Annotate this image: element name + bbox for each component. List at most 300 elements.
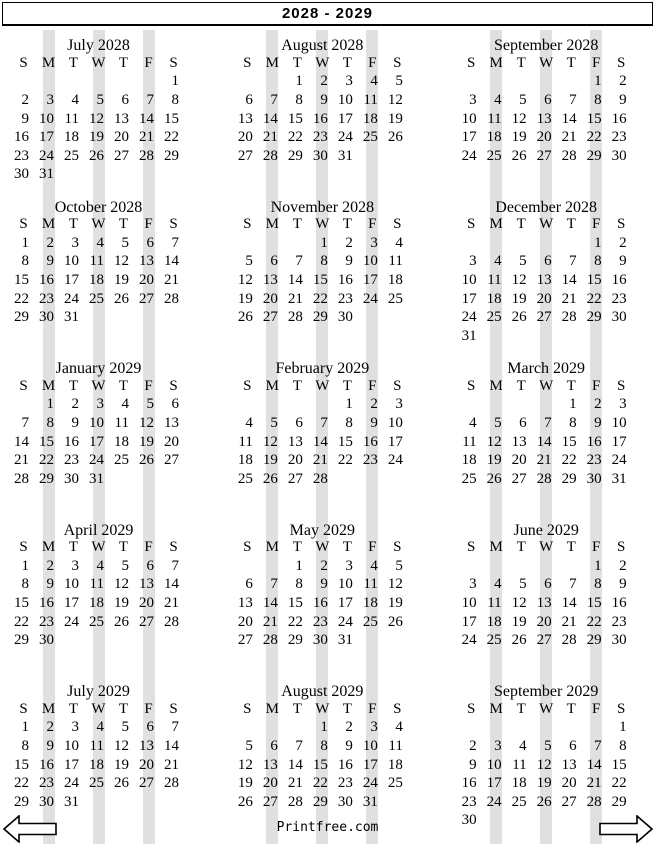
week-row [459,470,634,489]
day-cell: 26 [536,793,552,810]
weekday-header: T [566,216,576,233]
week-row [11,234,186,253]
day-cell: 31 [611,470,627,487]
day-cell: 10 [461,110,477,127]
week-row [235,414,410,433]
day-cell: 26 [237,793,253,810]
day-cell: 22 [611,775,627,792]
day-cell: 20 [262,290,278,307]
day-cell: 3 [71,719,79,736]
day-cell-empty [235,396,260,415]
day-cell: 13 [511,433,527,450]
day-cell-empty [559,557,584,576]
day-cell: 22 [14,613,29,630]
day-cell: 6 [544,576,552,593]
day-cell: 14 [536,433,552,450]
day-cell: 28 [561,632,577,649]
day-cell: 1 [21,719,29,736]
weekday-header: W [315,54,330,71]
day-cell-empty [11,73,36,92]
day-cell: 12 [387,576,403,593]
month-july-2028 [0,36,218,198]
day-cell: 24 [89,452,104,469]
weekday-header: S [466,700,476,717]
day-cell: 1 [569,396,577,413]
weekday-header: S [393,377,402,394]
day-cell: 31 [337,632,353,649]
day-cell-empty [609,327,634,346]
weekday-header: F [591,216,601,233]
day-cell-empty [584,327,609,346]
day-cell: 4 [370,557,378,574]
day-cell-empty [335,470,360,489]
day-cell: 19 [114,595,129,612]
day-cell-empty [161,470,186,489]
day-cell: 26 [139,452,154,469]
day-cell: 12 [536,756,552,773]
day-cell: 12 [114,253,129,270]
week-row [235,576,410,595]
weekday-header: S [616,377,626,394]
day-cell: 13 [262,272,278,289]
day-cell: 7 [171,557,179,574]
day-cell-empty [161,166,186,185]
day-cell: 30 [39,793,54,810]
weekday-header: W [315,700,330,717]
weekday-header: M [489,54,503,71]
day-cell: 5 [494,414,502,431]
weekday-header: T [342,54,352,71]
weekday-header: W [539,54,554,71]
month-april-2029 [0,521,218,683]
day-cell-empty [559,327,584,346]
weekday-header: F [368,216,377,233]
day-cell-empty [235,719,260,738]
day-cell: 21 [312,452,328,469]
day-cell: 12 [237,756,253,773]
day-cell: 19 [114,272,129,289]
day-cell: 3 [71,234,79,251]
day-cell: 12 [511,110,527,127]
month-grid [459,539,634,651]
day-cell: 18 [89,756,104,773]
day-cell: 3 [469,253,477,270]
day-cell: 25 [387,775,403,792]
day-cell-empty [61,166,86,185]
day-cell: 3 [469,91,477,108]
month-title: December 2028 [495,198,598,216]
day-cell: 25 [89,613,104,630]
week-row [459,631,634,650]
day-cell-empty [260,719,285,738]
day-cell: 9 [370,414,378,431]
day-cell: 26 [114,775,129,792]
month-grid [11,700,186,812]
day-cell: 21 [139,129,154,146]
day-cell: 27 [139,775,154,792]
day-cell: 26 [262,470,278,487]
day-cell: 9 [619,91,627,108]
weekday-header: S [169,539,178,556]
weekday-header-row [459,539,634,558]
day-cell: 19 [89,129,104,146]
day-cell: 10 [362,737,378,754]
day-cell-empty [86,73,111,92]
day-cell: 20 [287,452,303,469]
day-cell: 25 [387,290,403,307]
day-cell-empty [136,73,161,92]
day-cell: 23 [39,613,54,630]
day-cell: 16 [611,595,627,612]
day-cell: 19 [262,452,278,469]
day-cell: 1 [345,396,353,413]
day-cell: 12 [89,110,104,127]
day-cell: 28 [164,775,179,792]
day-cell-empty [260,396,285,415]
weekday-header: S [616,216,626,233]
day-cell: 26 [511,309,527,326]
week-row [459,774,634,793]
week-row [235,756,410,775]
week-row [235,110,410,129]
day-cell: 31 [362,793,378,810]
day-cell: 15 [611,756,627,773]
weekday-header-row [11,377,186,396]
day-cell: 28 [262,147,278,164]
month-grid [11,539,186,651]
day-cell: 7 [171,719,179,736]
day-cell: 14 [561,110,577,127]
weekday-header: M [489,377,503,394]
weekday-header: T [118,54,129,71]
weekday-header: T [68,216,79,233]
day-cell: 4 [469,414,477,431]
day-cell: 14 [287,756,303,773]
day-cell-empty [385,470,410,489]
day-cell-empty [36,73,61,92]
day-cell: 19 [114,756,129,773]
month-title: June 2029 [513,521,579,539]
day-cell: 11 [487,110,502,127]
weekday-header: F [368,377,377,394]
day-cell: 17 [387,433,403,450]
day-cell: 2 [345,719,353,736]
day-cell: 26 [486,470,502,487]
day-cell: 29 [312,793,328,810]
day-cell: 9 [46,253,54,270]
day-cell: 8 [345,414,353,431]
month-title: November 2028 [270,198,375,216]
day-cell: 12 [511,272,527,289]
weekday-header: T [342,216,352,233]
day-cell-empty [86,631,111,650]
month-title: May 2029 [289,521,355,539]
day-cell: 25 [511,793,527,810]
day-cell: 5 [146,396,154,413]
day-cell: 4 [96,719,104,736]
month-grid [235,216,410,328]
weekday-header: S [243,216,252,233]
day-cell-empty [509,234,534,253]
day-cell: 21 [561,129,577,146]
weekday-header: F [144,377,153,394]
day-cell-empty [136,470,161,489]
day-cell: 13 [114,110,129,127]
weekday-header: M [489,216,503,233]
day-cell: 10 [387,414,403,431]
day-cell: 10 [486,756,502,773]
day-cell: 31 [39,166,54,183]
day-cell: 6 [121,91,129,108]
day-cell: 7 [544,414,552,431]
day-cell: 23 [312,613,328,630]
day-cell: 19 [237,775,253,792]
day-cell: 4 [494,91,502,108]
day-cell: 23 [14,147,29,164]
day-cell: 11 [114,414,129,431]
day-cell-empty [385,631,410,650]
week-row [459,396,634,415]
weekday-header: M [489,539,503,556]
day-cell: 8 [320,253,328,270]
weekday-header: W [91,700,106,717]
week-row [235,253,410,272]
day-cell: 4 [96,234,104,251]
day-cell: 3 [71,557,79,574]
weekday-header: M [265,700,279,717]
day-cell: 1 [594,234,602,251]
day-cell: 16 [14,129,29,146]
month-grid [235,54,410,166]
day-cell: 28 [586,793,602,810]
day-cell: 6 [569,737,577,754]
day-cell: 16 [337,272,353,289]
weekday-header: S [169,377,178,394]
day-cell: 2 [619,234,627,251]
weekday-header: S [169,216,178,233]
day-cell: 18 [89,595,104,612]
day-cell: 27 [237,147,253,164]
day-cell-empty [310,396,335,415]
week-row [235,271,410,290]
month-december-2028 [437,198,655,360]
day-cell: 3 [395,396,403,413]
day-cell: 3 [370,234,378,251]
week-row [11,470,186,489]
day-cell: 21 [561,613,577,630]
day-cell: 31 [337,147,353,164]
day-cell: 13 [287,433,303,450]
day-cell-empty [111,166,136,185]
day-cell: 1 [594,73,602,90]
day-cell: 31 [64,793,79,810]
day-cell: 20 [237,129,253,146]
day-cell: 18 [114,433,129,450]
day-cell: 14 [586,756,602,773]
day-cell: 20 [262,775,278,792]
day-cell: 14 [164,737,179,754]
month-title: July 2029 [67,683,130,700]
day-cell: 23 [362,452,378,469]
week-row [459,433,634,452]
day-cell: 27 [561,793,577,810]
day-cell: 24 [461,147,477,164]
day-cell: 24 [387,452,403,469]
week-row [459,451,634,470]
month-march-2029 [437,359,655,521]
day-cell-empty [161,793,186,812]
day-cell: 28 [561,147,577,164]
day-cell: 30 [14,166,29,183]
day-cell: 30 [64,470,79,487]
day-cell: 29 [14,632,29,649]
day-cell: 15 [561,433,577,450]
day-cell: 4 [245,414,253,431]
day-cell: 12 [387,91,403,108]
day-cell: 4 [71,91,79,108]
day-cell: 1 [619,719,627,736]
weekday-header: T [68,700,79,717]
month-grid [235,539,410,651]
week-row [235,594,410,613]
week-row [235,73,410,92]
month-grid [235,377,410,489]
day-cell: 21 [164,756,179,773]
day-cell: 6 [295,414,303,431]
day-cell: 17 [362,756,378,773]
week-row [11,433,186,452]
day-cell: 27 [262,309,278,326]
week-row [235,613,410,632]
day-cell: 16 [611,110,627,127]
day-cell: 25 [237,470,253,487]
day-cell: 29 [586,632,602,649]
month-february-2029 [218,359,436,521]
day-cell: 8 [619,737,627,754]
day-cell-empty [534,73,559,92]
week-row [235,91,410,110]
day-cell: 27 [237,632,253,649]
day-cell: 13 [237,110,253,127]
weekday-header: W [539,377,554,394]
week-row [459,110,634,129]
day-cell: 23 [312,129,328,146]
day-cell: 27 [114,147,129,164]
day-cell: 10 [39,110,54,127]
day-cell: 22 [14,775,29,792]
day-cell-empty [534,234,559,253]
day-cell: 28 [561,309,577,326]
day-cell: 21 [262,613,278,630]
week-row [11,793,186,812]
day-cell-empty [534,719,559,738]
day-cell: 30 [611,147,627,164]
weekday-header-row [11,216,186,235]
week-row [235,793,410,812]
week-row [235,470,410,489]
day-cell: 21 [287,290,303,307]
month-january-2029 [0,359,218,521]
week-row [235,128,410,147]
day-cell: 27 [536,147,552,164]
day-cell-empty [459,73,484,92]
day-cell-empty [285,234,310,253]
day-cell: 5 [395,73,403,90]
day-cell: 9 [594,414,602,431]
day-cell: 5 [245,737,253,754]
day-cell: 15 [586,595,602,612]
month-title: October 2028 [54,198,143,216]
day-cell: 11 [89,576,104,593]
day-cell: 1 [46,396,54,413]
weekday-header: T [566,539,576,556]
day-cell: 11 [363,576,378,593]
weekday-header: T [68,377,79,394]
day-cell: 30 [312,147,328,164]
day-cell-empty [484,327,509,346]
next-page-arrow[interactable] [599,815,653,843]
day-cell-empty [235,557,260,576]
day-cell: 3 [469,576,477,593]
day-cell: 28 [139,147,154,164]
day-cell: 7 [569,91,577,108]
month-grid [11,54,186,184]
day-cell: 14 [561,595,577,612]
weekday-header: S [616,54,626,71]
day-cell-empty [285,396,310,415]
day-cell-empty [61,631,86,650]
day-cell: 30 [39,309,54,326]
week-row [459,737,634,756]
day-cell: 7 [270,91,278,108]
weekday-header: W [315,216,330,233]
month-september-2028 [437,36,655,198]
day-cell: 10 [461,595,477,612]
day-cell: 10 [64,737,79,754]
day-cell: 24 [337,129,353,146]
day-cell: 23 [586,452,602,469]
day-cell: 20 [139,272,154,289]
weekday-header: W [315,377,330,394]
weekday-header-row [11,539,186,558]
day-cell: 16 [337,756,353,773]
day-cell: 18 [64,129,79,146]
month-october-2028 [0,198,218,360]
day-cell: 8 [594,91,602,108]
day-cell: 9 [46,576,54,593]
week-row [11,253,186,272]
month-grid [11,216,186,328]
weekday-header: F [591,377,601,394]
day-cell: 16 [362,433,378,450]
day-cell: 5 [395,557,403,574]
weekday-header: T [118,700,129,717]
weekday-header: W [91,377,106,394]
day-cell: 18 [387,272,403,289]
day-cell: 23 [611,613,627,630]
day-cell: 8 [46,414,54,431]
day-cell-empty [111,470,136,489]
day-cell: 2 [46,719,54,736]
day-cell-empty [136,793,161,812]
day-cell: 15 [164,110,179,127]
day-cell: 2 [619,73,627,90]
day-cell: 11 [462,433,477,450]
weekday-header-row [235,377,410,396]
day-cell: 24 [486,793,502,810]
day-cell: 29 [39,470,54,487]
weekday-header: F [591,539,601,556]
